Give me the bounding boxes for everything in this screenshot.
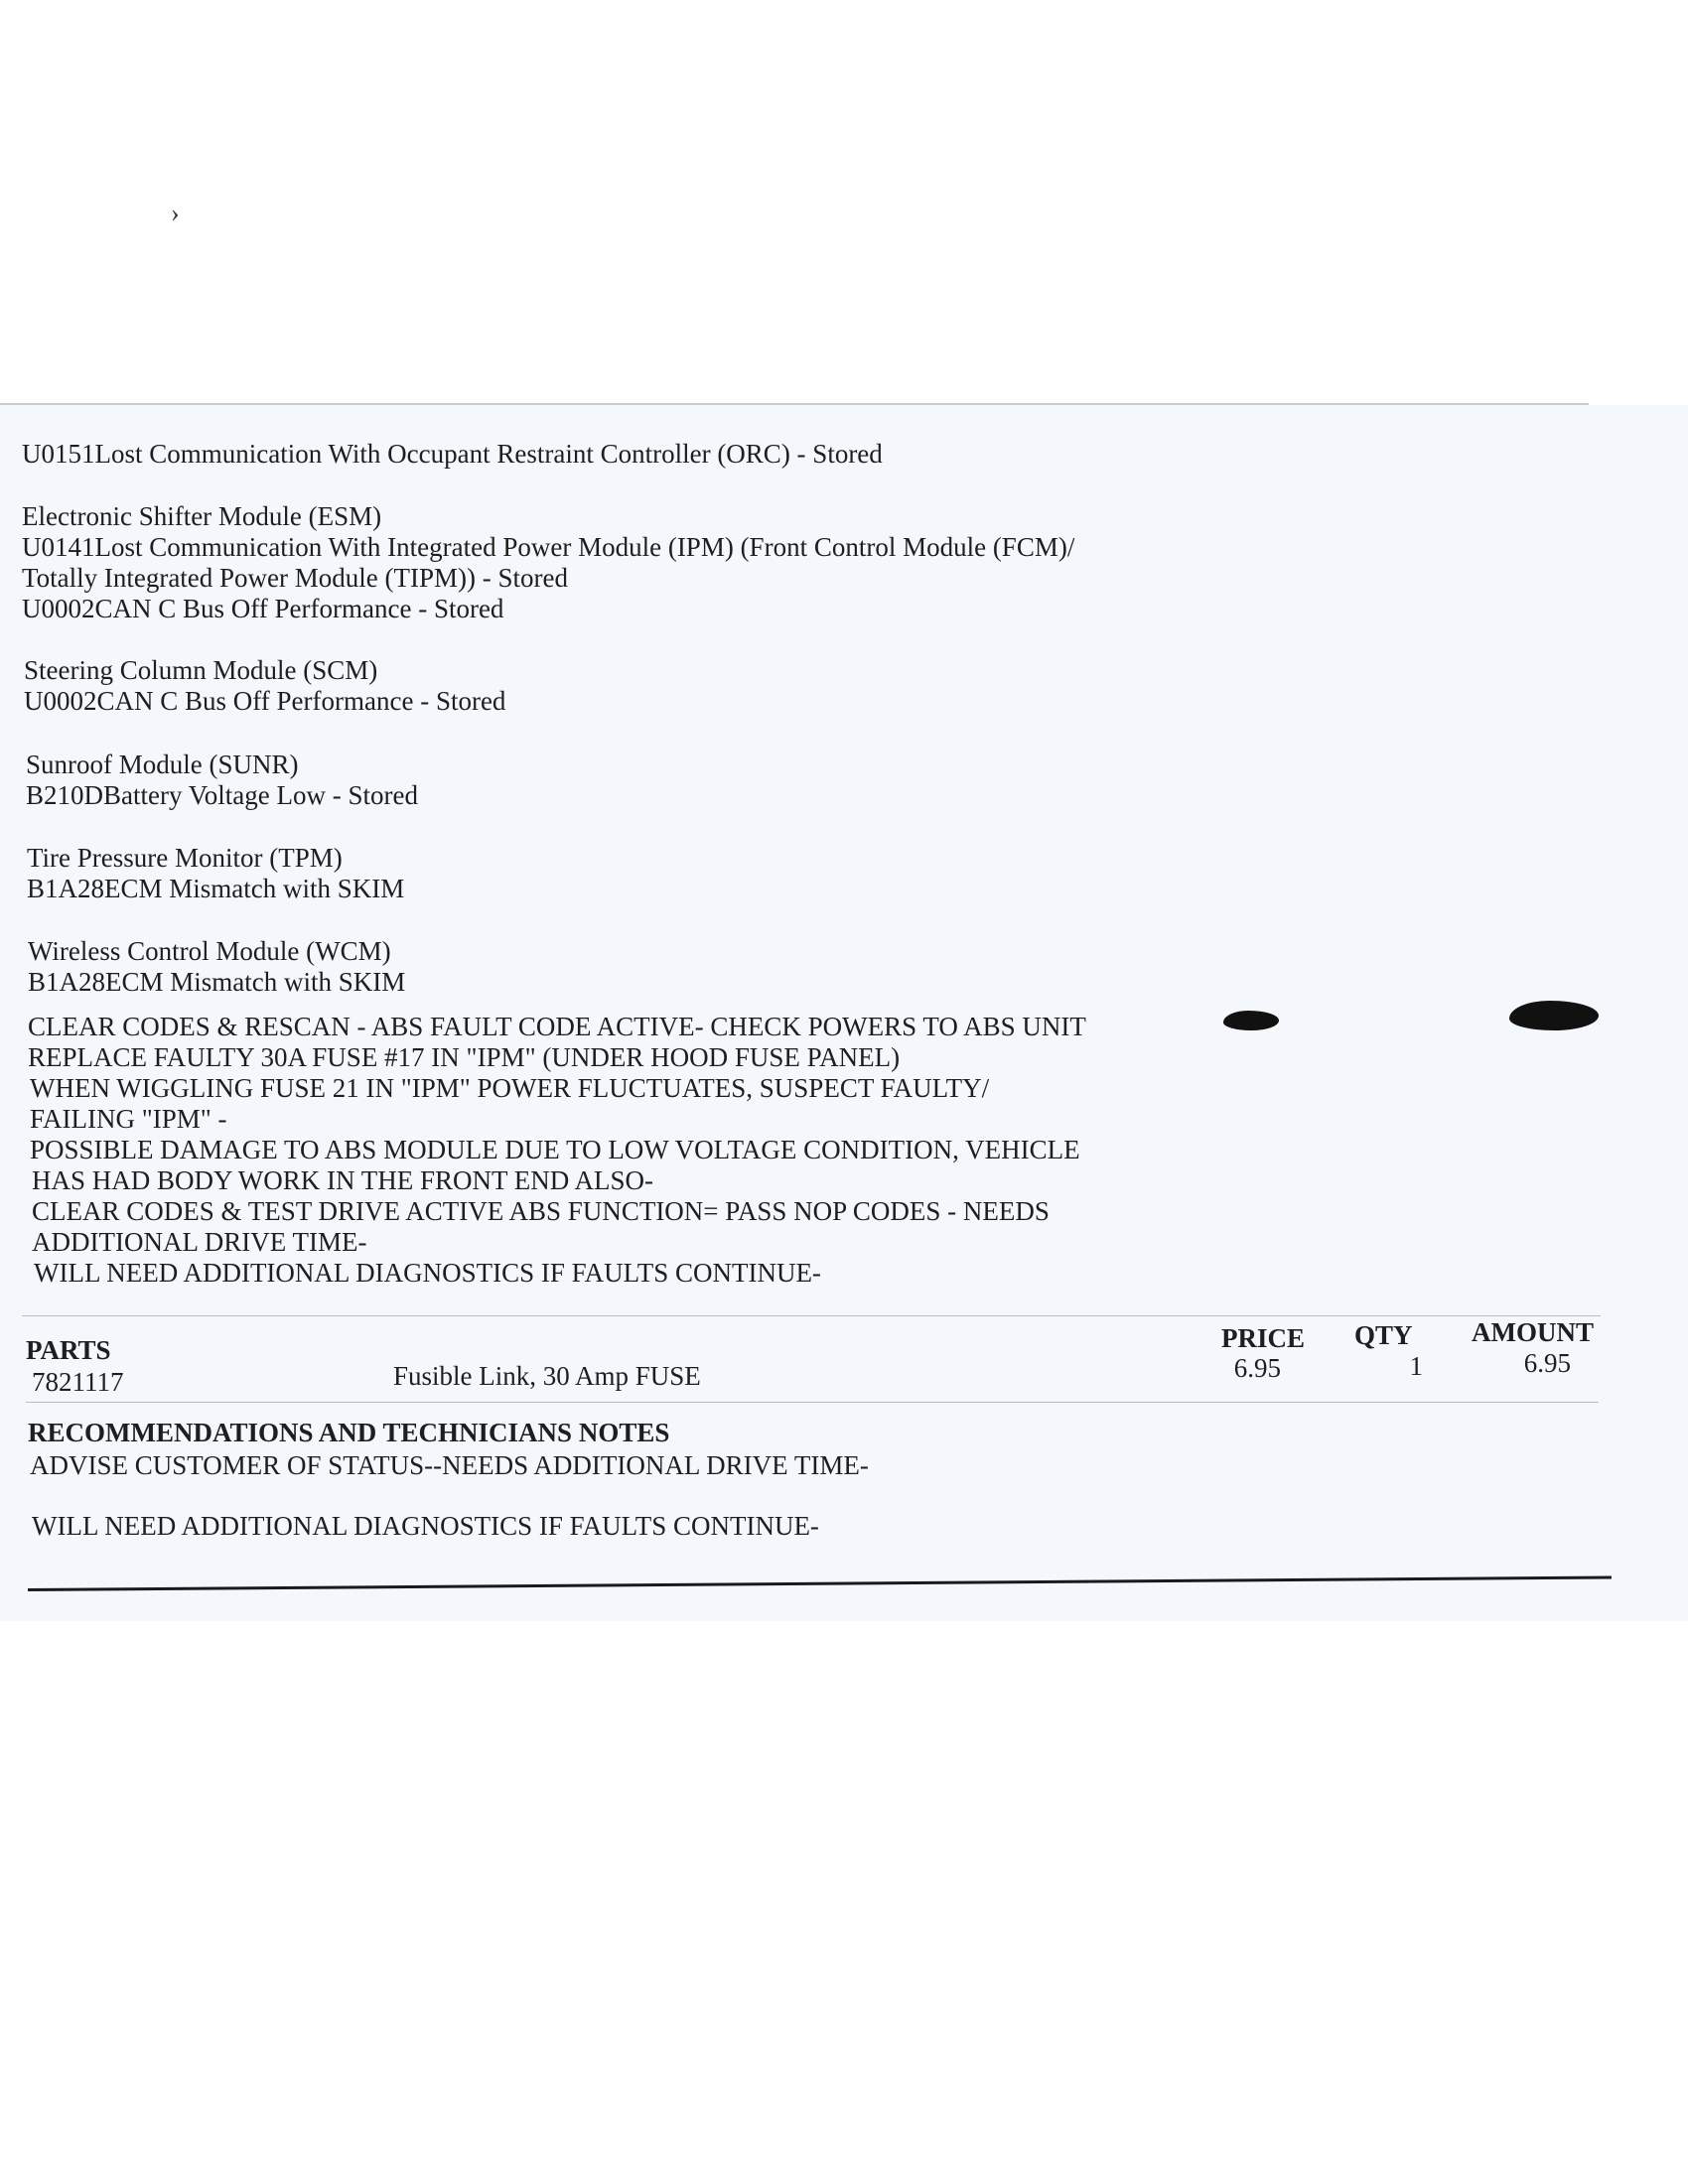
- sunr-module: Sunroof Module (SUNR): [26, 750, 299, 779]
- recommendation-line: ADVISE CUSTOMER OF STATUS--NEEDS ADDITIONAL DRIVE TIME-: [30, 1450, 869, 1480]
- esm-code-1a: U0141Lost Communication With Integrated Power Module (IPM) (Front Control Module (FCM)/: [22, 532, 1075, 562]
- orc-code: U0151Lost Communication With Occupant Restraint Controller (ORC) - Stored: [22, 439, 883, 469]
- scm-module: Steering Column Module (SCM): [24, 655, 378, 685]
- price-column-header: PRICE: [1221, 1323, 1306, 1353]
- esm-code-1b: Totally Integrated Power Module (TIPM)) - Stored: [22, 563, 568, 593]
- work-note-line: WILL NEED ADDITIONAL DIAGNOSTICS IF FAULTS CONTINUE-: [34, 1258, 821, 1288]
- parts-top-divider: [22, 1315, 1601, 1316]
- wcm-module: Wireless Control Module (WCM): [28, 936, 391, 966]
- redaction-mark: [1223, 1011, 1279, 1030]
- work-note-line: FAILING "IPM" -: [30, 1104, 227, 1134]
- recommendations-heading: RECOMMENDATIONS AND TECHNICIANS NOTES: [28, 1418, 670, 1447]
- scan-speck: ›: [171, 199, 180, 227]
- part-price: 6.95: [1233, 1353, 1281, 1383]
- part-amount: 6.95: [1523, 1348, 1571, 1378]
- work-note-line: WHEN WIGGLING FUSE 21 IN "IPM" POWER FLUCTUATES, SUSPECT FAULTY/: [30, 1073, 990, 1103]
- part-number: 7821117: [32, 1367, 124, 1397]
- parts-heading: PARTS: [26, 1335, 111, 1365]
- work-note-line: CLEAR CODES & TEST DRIVE ACTIVE ABS FUNCTION= PASS NOP CODES - NEEDS: [32, 1196, 1050, 1226]
- tpm-code: B1A28ECM Mismatch with SKIM: [27, 874, 405, 903]
- qty-column-header: QTY: [1354, 1320, 1413, 1350]
- top-divider: [0, 403, 1589, 405]
- tpm-module: Tire Pressure Monitor (TPM): [27, 843, 343, 873]
- redaction-mark: [1509, 1001, 1599, 1030]
- work-note-line: CLEAR CODES & RESCAN - ABS FAULT CODE ACTIVE- CHECK POWERS TO ABS UNIT: [28, 1012, 1086, 1041]
- work-note-line: HAS HAD BODY WORK IN THE FRONT END ALSO-: [32, 1165, 654, 1195]
- recommendation-line: WILL NEED ADDITIONAL DIAGNOSTICS IF FAULTS CONTINUE-: [32, 1511, 819, 1541]
- part-qty: 1: [1409, 1351, 1423, 1381]
- part-description: Fusible Link, 30 Amp FUSE: [393, 1361, 701, 1391]
- work-note-line: ADDITIONAL DRIVE TIME-: [32, 1227, 367, 1257]
- esm-code-2: U0002CAN C Bus Off Performance - Stored: [22, 594, 504, 623]
- wcm-code: B1A28ECM Mismatch with SKIM: [28, 967, 406, 997]
- sunr-code: B210DBattery Voltage Low - Stored: [26, 780, 418, 810]
- esm-module: Electronic Shifter Module (ESM): [22, 501, 382, 531]
- scm-code: U0002CAN C Bus Off Performance - Stored: [24, 686, 506, 716]
- amount-column-header: AMOUNT: [1472, 1317, 1594, 1347]
- work-note-line: POSSIBLE DAMAGE TO ABS MODULE DUE TO LOW VOLTAGE CONDITION, VEHICLE: [30, 1135, 1080, 1164]
- parts-bottom-divider: [26, 1402, 1599, 1403]
- work-note-line: REPLACE FAULTY 30A FUSE #17 IN "IPM" (UNDER HOOD FUSE PANEL): [28, 1042, 901, 1072]
